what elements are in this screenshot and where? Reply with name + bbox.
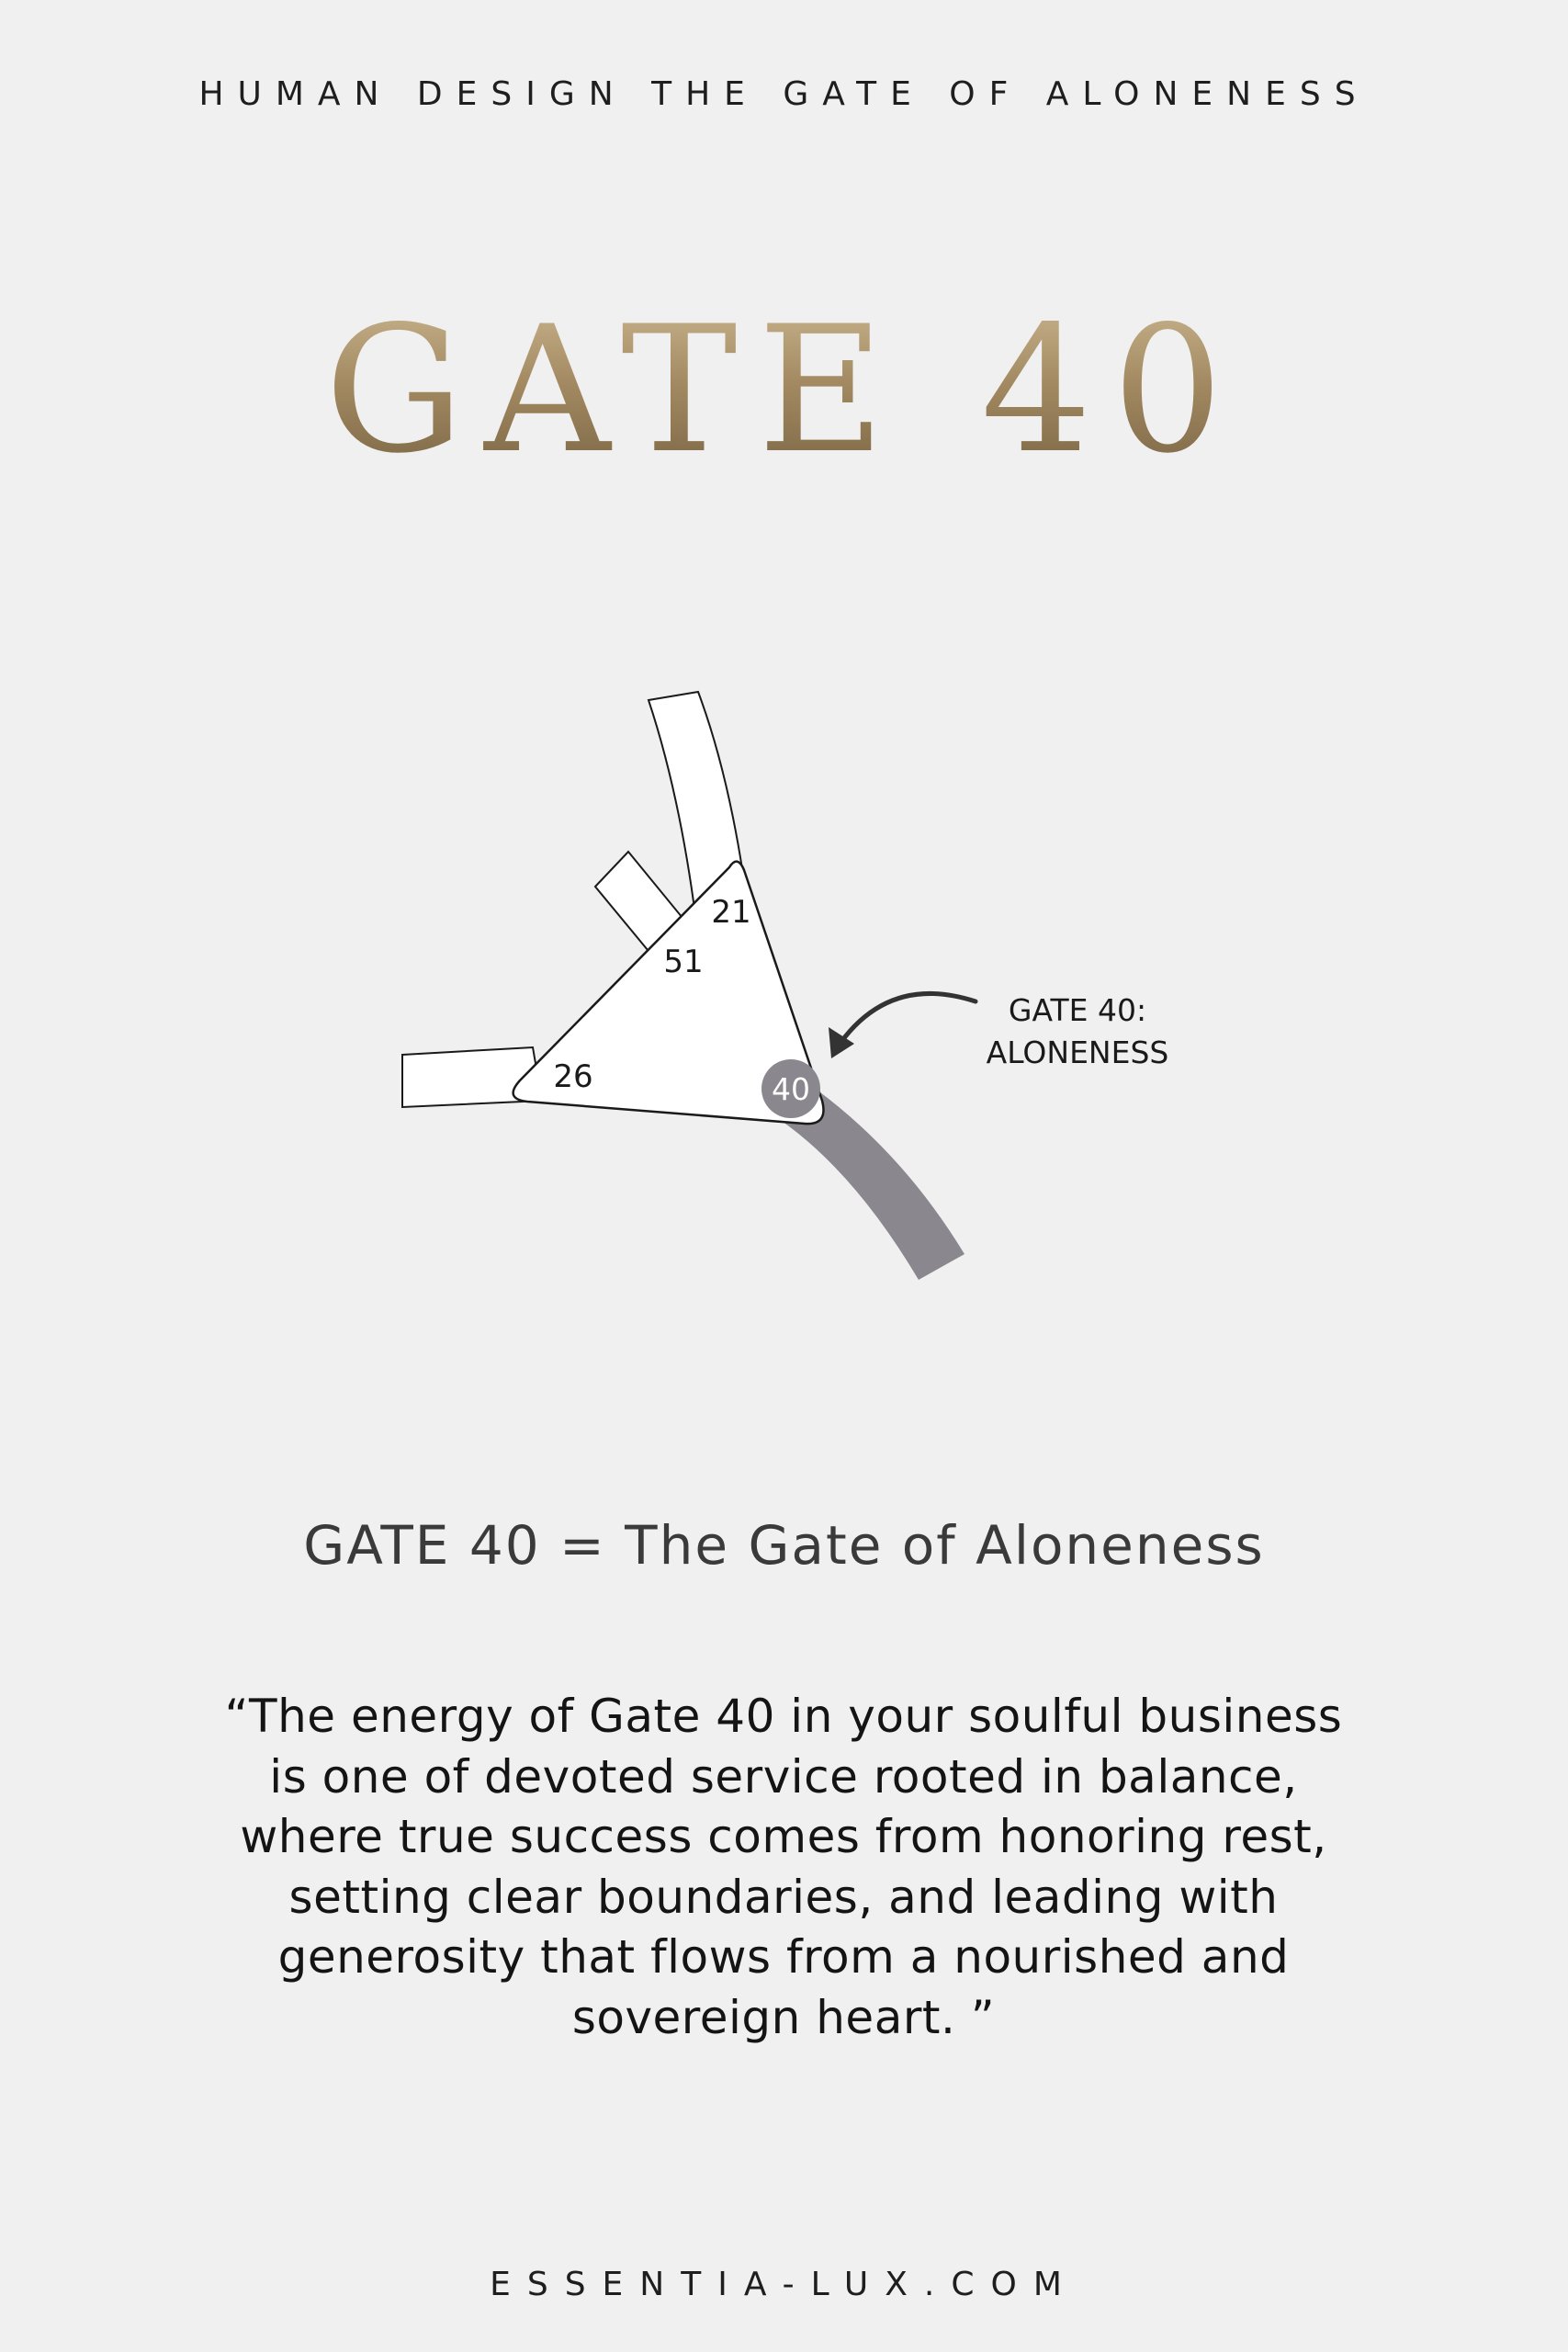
quote-line: setting clear boundaries, and leading with <box>288 1870 1279 1924</box>
quote-line: “The energy of Gate 40 in your soulful business <box>224 1690 1343 1743</box>
quote-line: sovereign heart. ” <box>571 1990 996 2044</box>
gate-label-51: 51 <box>663 944 704 980</box>
quote-block <box>186 1687 1381 2048</box>
callout-text-line1: GATE 40: <box>1008 992 1147 1028</box>
page-header-title: HUMAN DESIGN THE GATE OF ALONENESS <box>198 75 1370 113</box>
quote-line: generosity that flows from a nourished and <box>277 1930 1290 1984</box>
callout-arrow <box>840 993 976 1043</box>
gate-label-26: 26 <box>553 1058 593 1095</box>
footer-website: ESSENTIA-LUX.COM <box>490 2266 1078 2303</box>
gate-label-21: 21 <box>711 894 751 931</box>
callout-text-line2: ALONENESS <box>986 1035 1169 1070</box>
gate-label-40: 40 <box>772 1071 810 1107</box>
quote-line: is one of devoted service rooted in balance, <box>269 1749 1298 1804</box>
gate-subtitle: GATE 40 = The Gate of Aloneness <box>303 1514 1265 1577</box>
gate-heading: GATE 40 <box>0 303 1568 478</box>
quote-line: where true success comes from honoring rest, <box>240 1810 1327 1863</box>
